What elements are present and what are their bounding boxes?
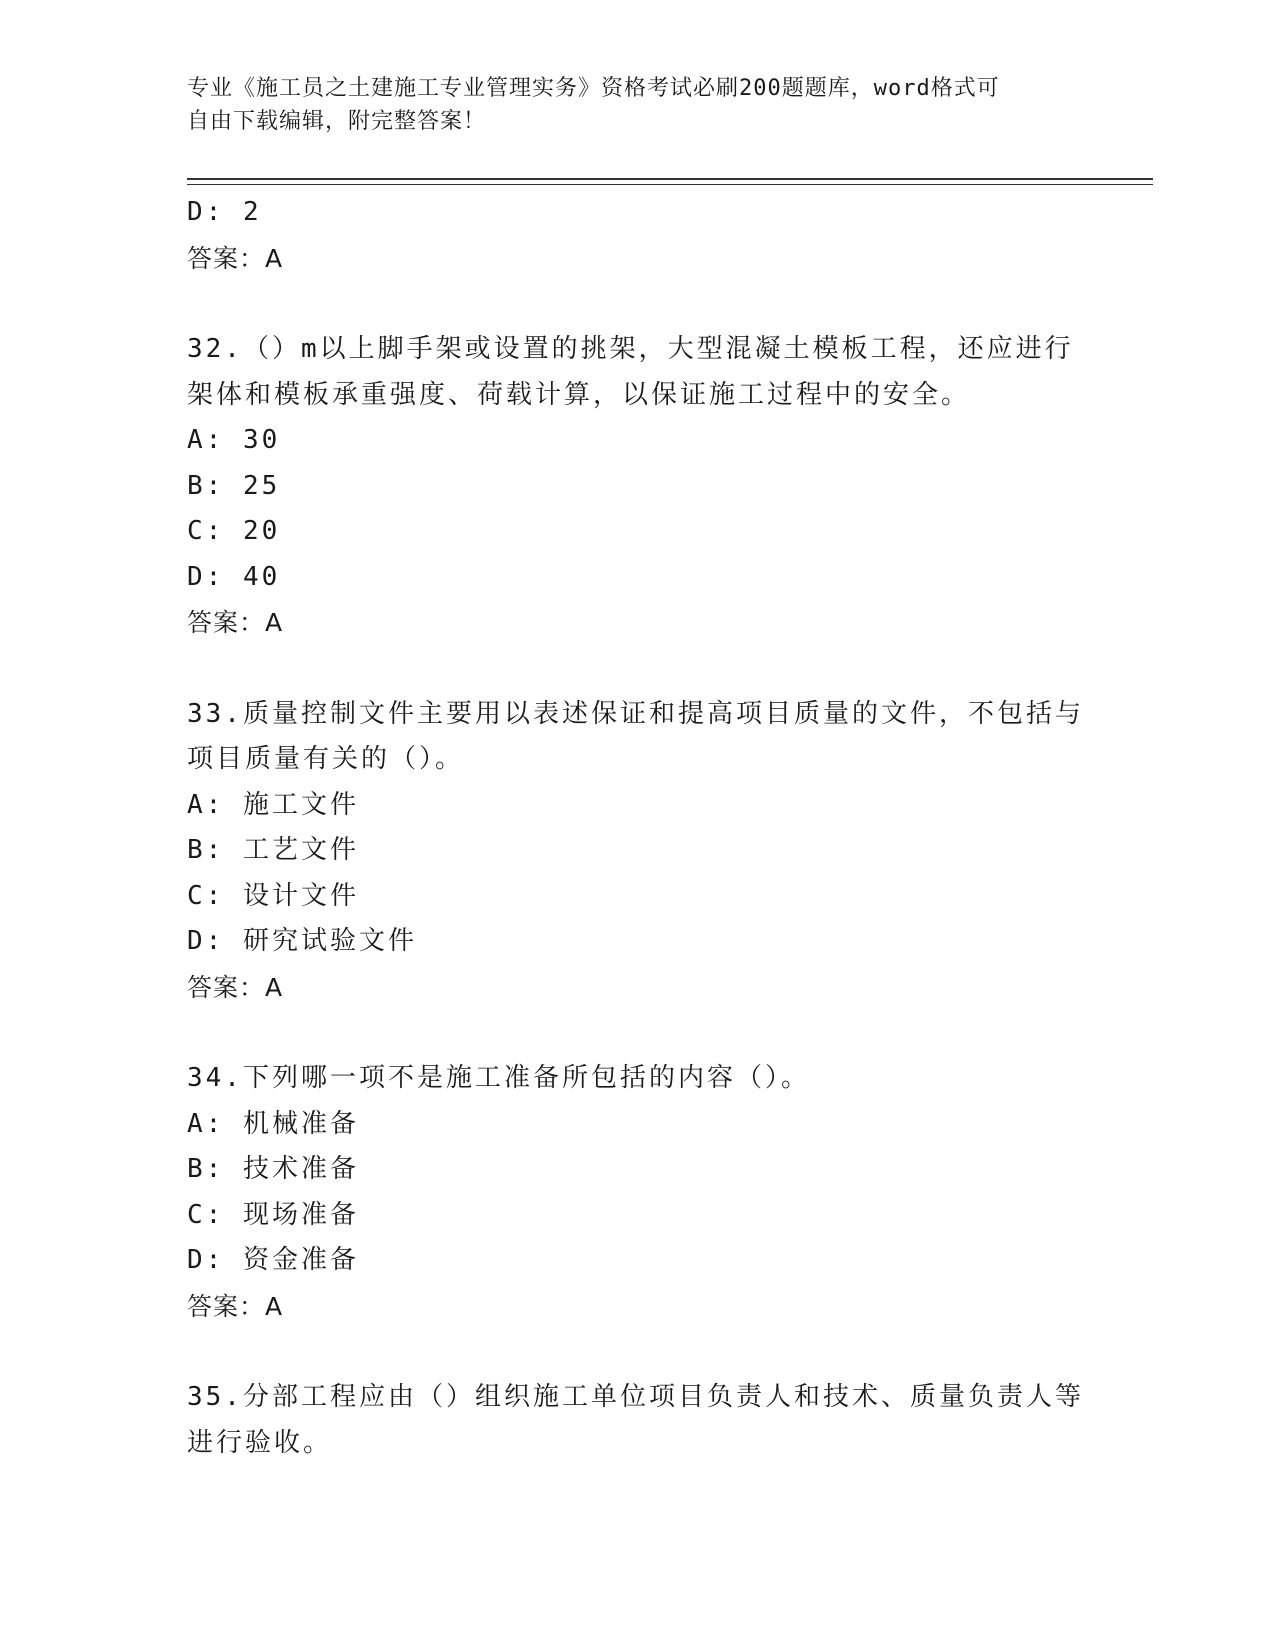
question-text-line-1: 35.分部工程应由（）组织施工单位项目负责人和技术、质量负责人等 bbox=[187, 1382, 1084, 1412]
header-line-1: 专业《施工员之土建施工专业管理实务》资格考试必刷200题题库，word格式可 bbox=[187, 76, 1000, 101]
option-a: A: 机械准备 bbox=[187, 1108, 359, 1139]
spacer bbox=[187, 646, 1087, 692]
question-33 bbox=[187, 692, 1087, 1011]
option-c: C: 设计文件 bbox=[187, 880, 359, 911]
option-b: B: 25 bbox=[187, 470, 281, 501]
spacer bbox=[187, 1329, 1087, 1375]
option-d: D: 研究试验文件 bbox=[187, 926, 417, 956]
option-a: A: 施工文件 bbox=[187, 789, 359, 820]
answer-line: 答案：A bbox=[187, 972, 284, 1002]
question-text-line-1: 32.（）m以上脚手架或设置的挑架，大型混凝土模板工程，还应进行 bbox=[187, 334, 1074, 364]
option-c: C: 20 bbox=[187, 516, 281, 546]
answer-line: 答案：A bbox=[187, 608, 284, 637]
document-header bbox=[187, 72, 1067, 138]
header-line-2: 自由下载编辑，附完整答案！ bbox=[187, 109, 487, 134]
option-b: B: 工艺文件 bbox=[187, 835, 359, 865]
question-text-line-2: 项目质量有关的（）。 bbox=[187, 744, 465, 774]
spacer bbox=[187, 1010, 1087, 1056]
question-32 bbox=[187, 327, 1087, 646]
header-divider-thick bbox=[187, 178, 1153, 180]
question-34 bbox=[187, 1056, 1087, 1329]
question-text-line-1: 34.下列哪一项不是施工准备所包括的内容（）。 bbox=[187, 1063, 810, 1093]
option-d: D: 资金准备 bbox=[187, 1245, 359, 1275]
answer-line: 答案：A bbox=[187, 243, 284, 273]
previous-question-tail bbox=[187, 190, 1087, 281]
spacer bbox=[187, 281, 1087, 327]
document-body bbox=[187, 190, 1087, 1466]
option-d: D: 40 bbox=[187, 561, 281, 592]
header-divider-thin bbox=[187, 184, 1153, 185]
question-35 bbox=[187, 1375, 1087, 1466]
question-text-line-1: 33.质量控制文件主要用以表述保证和提高项目质量的文件，不包括与 bbox=[187, 698, 1084, 729]
answer-line: 答案：A bbox=[187, 1291, 284, 1321]
option-c: C: 现场准备 bbox=[187, 1199, 359, 1230]
option-b: B: 技术准备 bbox=[187, 1154, 359, 1184]
question-text-line-2: 架体和模板承重强度、荷载计算，以保证施工过程中的安全。 bbox=[187, 379, 971, 410]
option-d: D: 2 bbox=[187, 197, 262, 227]
option-a: A: 30 bbox=[187, 425, 281, 455]
question-text-line-2: 进行验收。 bbox=[187, 1427, 333, 1458]
